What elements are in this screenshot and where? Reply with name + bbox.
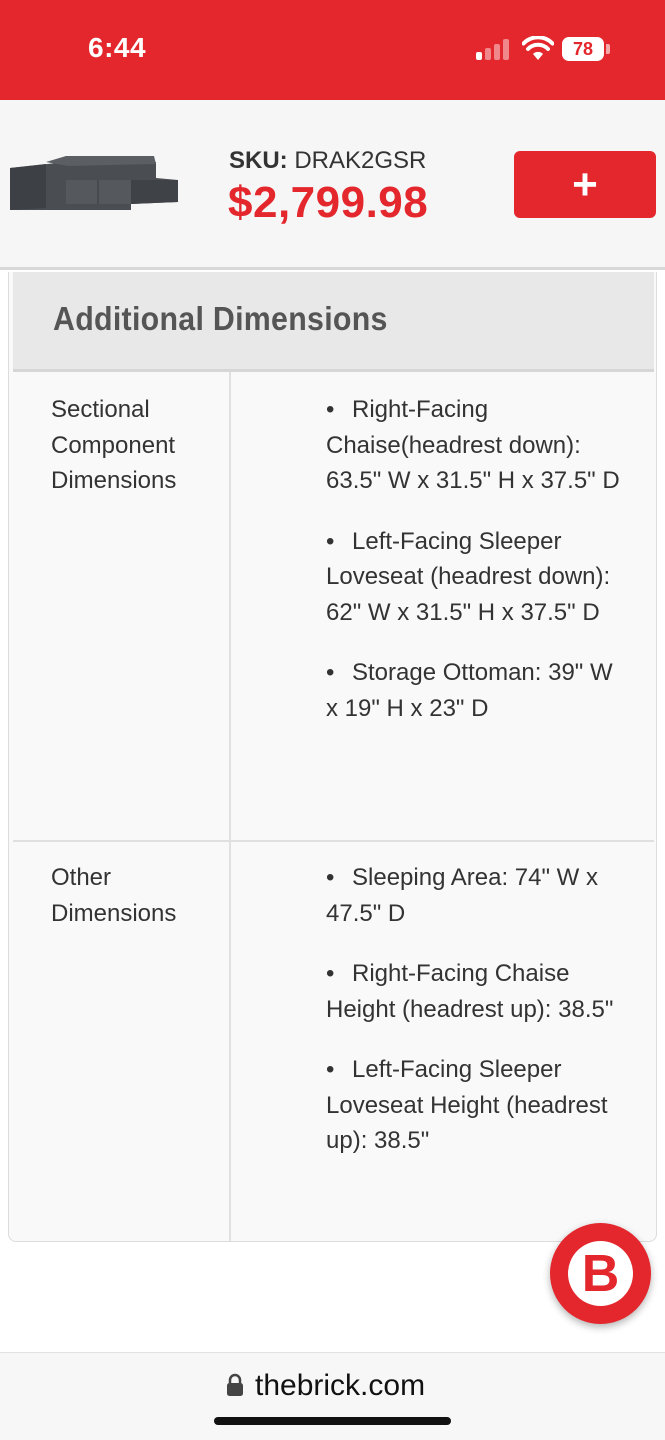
row-label-sectional: Sectional Component Dimensions xyxy=(51,396,177,494)
cellular-signal-icon xyxy=(476,38,512,60)
brick-logo-icon: B xyxy=(568,1241,633,1306)
other-dimensions-list xyxy=(326,860,626,1184)
row-label-other: Other Dimensions xyxy=(51,864,177,927)
wifi-icon xyxy=(522,36,554,62)
brick-chat-button[interactable] xyxy=(550,1223,651,1324)
list-item: • Left-Facing Sleeper Loveseat Height (headrest up): 38.5" xyxy=(326,1052,626,1159)
browser-url-bar[interactable] xyxy=(0,1352,665,1440)
url-text[interactable]: thebrick.com xyxy=(255,1369,426,1402)
sectional-dimensions-list xyxy=(326,392,626,751)
row-divider xyxy=(13,840,654,842)
status-time: 6:44 xyxy=(88,32,147,63)
section-title: Additional Dimensions xyxy=(53,300,388,337)
product-price: $2,799.98 xyxy=(228,178,429,227)
list-item: • Right-Facing Chaise(headrest down): 63.5" W x 31.5" H x 37.5" D xyxy=(326,392,626,499)
status-bar xyxy=(0,0,665,100)
home-indicator[interactable] xyxy=(214,1417,451,1425)
column-divider xyxy=(229,372,231,1242)
battery-tip xyxy=(606,44,610,54)
section-header[interactable] xyxy=(13,272,654,372)
lock-icon xyxy=(226,1373,244,1397)
list-item: • Sleeping Area: 74" W x 47.5" D xyxy=(326,860,626,931)
list-item: • Left-Facing Sleeper Loveseat (headrest down): 62" W x 31.5" H x 37.5" D xyxy=(326,524,626,631)
sku-text xyxy=(229,147,426,175)
add-to-cart-button[interactable]: + xyxy=(514,151,656,218)
additional-dimensions-table xyxy=(8,272,657,1242)
list-item: • Storage Ottoman: 39" W x 19" H x 23" D xyxy=(326,655,626,726)
list-item: • Right-Facing Chaise Height (headrest up): 38.5" xyxy=(326,956,626,1027)
sku-label: SKU: xyxy=(229,147,288,174)
battery-icon: 78 xyxy=(562,37,604,61)
sectional-sofa-thumbnail xyxy=(6,150,181,215)
sku-value: DRAK2GSR xyxy=(294,147,427,174)
product-sticky-header xyxy=(0,100,665,270)
